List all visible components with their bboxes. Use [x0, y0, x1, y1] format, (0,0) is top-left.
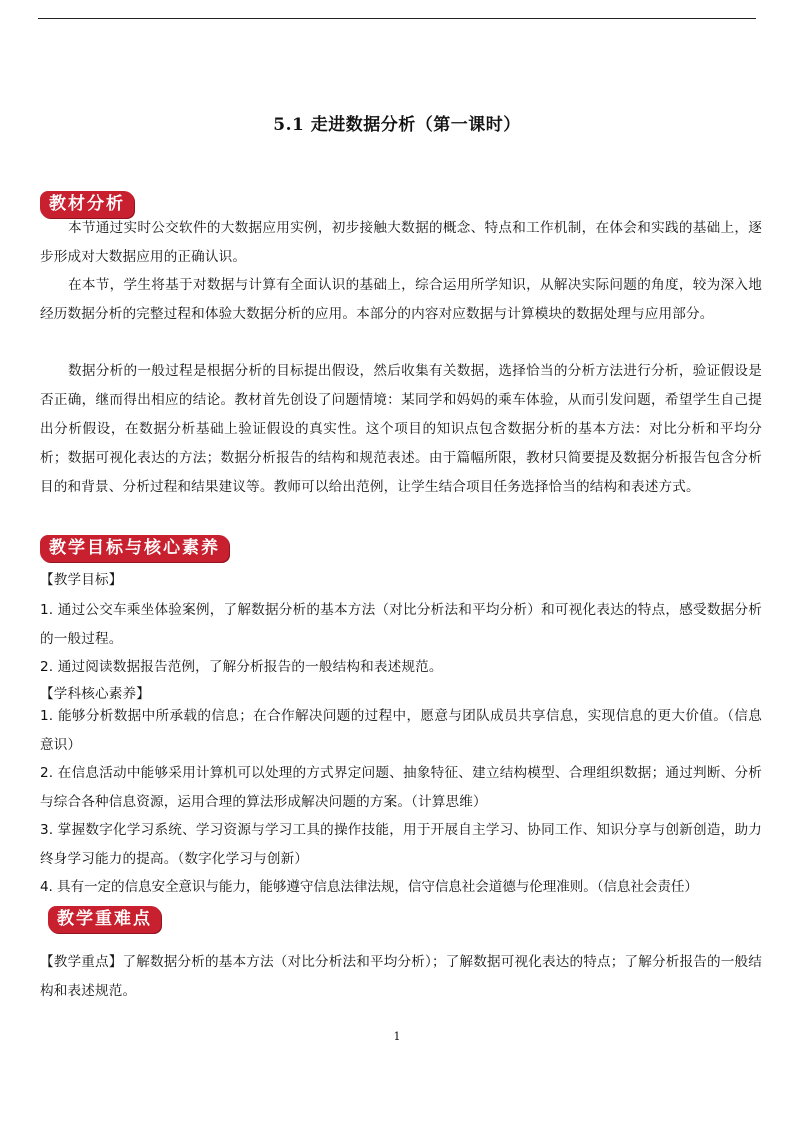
- paragraph-textbook-1: 本节通过实时公交软件的大数据应用实例，初步接触大数据的概念、特点和工作机制，在体会和实践的基础上，逐步形成对大数据应用的正确认识。: [40, 220, 762, 265]
- paragraph-textbook-3: 数据分析的一般过程是根据分析的目标提出假设，然后收集有关数据，选择恰当的分析方法进行分析，验证假设是否正确，继而得出相应的结论。教材首先创设了问题情境：某同学和妈妈的乘车体验，从而引发问题，希望学生自己提出分析假设，在数据分析基础上验证假设的真实性。这个项目的知识点包含数据分析的基本方法：对比分析和平均分析；数据可视化表达的方法；数据分析报告的结构和规范表述。由于篇幅所限，教材只简要提及数据分析报告包含分析目的和背景、分析过程和结果建议等。教师可以给出范例，让学生结合项目任务选择恰当的结构和表述方式。: [40, 363, 762, 495]
- section-badge-objectives: 教学目标与核心素养: [40, 535, 229, 562]
- goal-item-2: 2. 通过阅读数据报告范例，了解分析报告的一般结构和表述规范。: [40, 659, 443, 675]
- literacy-item-3: 3. 掌握数字化学习系统、学习资源与学习工具的操作技能，用于开展自主学习、协同工作、知识分享与创新创造，助力终身学习能力的提高。（数字化学习与创新）: [40, 822, 762, 867]
- page-number: 1: [393, 1030, 401, 1043]
- literacy-item-4: 4. 具有一定的信息安全意识与能力，能够遵守信息法律法规，信守信息社会道德与伦理准则。（信息社会责任）: [40, 879, 698, 895]
- page-title: 5.1 走进数据分析（第一课时）: [273, 115, 521, 135]
- paragraph-textbook-2: 在本节，学生将基于对数据与计算有全面认识的基础上，综合运用所学知识，从解决实际问题的角度，较为深入地经历数据分析的完整过程和体验大数据分析的应用。本部分的内容对应数据与计算模块的数据处理与应用部分。: [40, 277, 762, 322]
- header-rule: [38, 18, 756, 19]
- literacy-item-2: 2. 在信息活动中能够采用计算机可以处理的方式界定问题、抽象特征、建立结构模型、合理组织数据；通过判断、分析与综合各种信息资源，运用合理的算法形成解决问题的方案。（计算思维）: [40, 765, 762, 810]
- section-badge-textbook-analysis: 教材分析: [40, 191, 134, 218]
- literacy-label: 【学科核心素养】: [40, 686, 150, 702]
- literacy-item-1: 1. 能够分析数据中所承载的信息；在合作解决问题的过程中，愿意与团队成员共享信息，实现信息的更大价值。（信息意识）: [40, 708, 762, 753]
- key-point-paragraph: 【教学重点】了解数据分析的基本方法（对比分析法和平均分析）；了解数据可视化表达的特点；了解分析报告的一般结构和表述规范。: [40, 954, 762, 999]
- goals-label: 【教学目标】: [40, 572, 123, 588]
- section-badge-key-points: 教学重难点: [48, 906, 161, 933]
- goal-item-1: 1. 通过公交车乘坐体验案例，了解数据分析的基本方法（对比分析法和平均分析）和可视化表达的特点，感受数据分析的一般过程。: [40, 602, 762, 647]
